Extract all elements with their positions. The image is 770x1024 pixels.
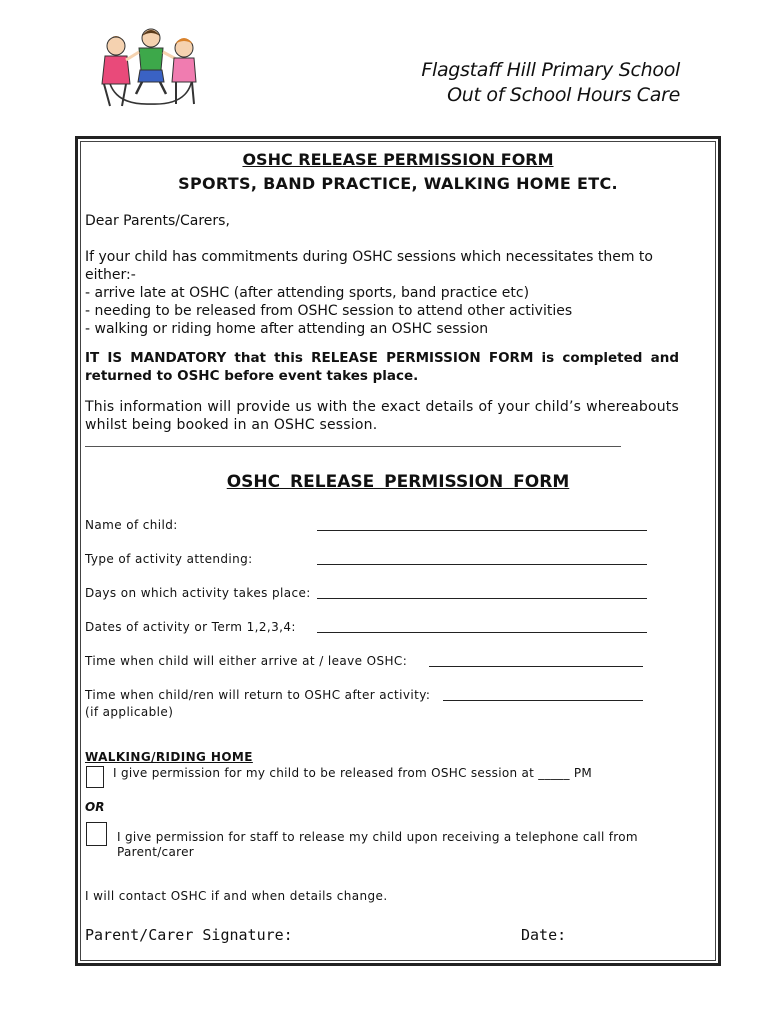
form-inner-border (80, 141, 716, 961)
release-time-option-text: I give permission for my child to be released from OSHC session at _____ PM (113, 766, 593, 780)
release-time-checkbox[interactable] (86, 766, 104, 788)
phone-release-option-line2: Parent/carer (117, 845, 194, 859)
section-title: OSHC RELEASE PERMISSION FORM (226, 472, 570, 492)
children-skipping-logo-icon (96, 24, 206, 110)
return-time-note: (if applicable) (85, 705, 174, 719)
form-subtitle: SPORTS, BAND PRACTICE, WALKING HOME ETC. (178, 174, 618, 193)
contact-note: I will contact OSHC if and when details change. (85, 889, 388, 903)
form-frame (75, 136, 721, 966)
activity-days-label: Days on which activity takes place: (85, 586, 311, 600)
mandatory-notice: IT IS MANDATORY that this RELEASE PERMISSION FORM is completed and returned to OSHC before event takes place. (85, 350, 679, 384)
intro-line: - needing to be released from OSHC session to attend other activities (85, 303, 573, 319)
phone-release-option-line1: I give permission for staff to release my child upon receiving a telephone call from (117, 830, 638, 844)
activity-type-input[interactable] (317, 564, 647, 565)
date-label: Date: (521, 926, 567, 944)
form-title: OSHC RELEASE PERMISSION FORM (242, 150, 554, 169)
activity-dates-label: Dates of activity or Term 1,2,3,4: (85, 620, 296, 634)
activity-days-input[interactable] (317, 598, 647, 599)
divider (85, 446, 621, 447)
intro-line: - walking or riding home after attending an OSHC session (85, 321, 489, 337)
return-time-label: Time when child/ren will return to OSHC after activity: (85, 688, 431, 702)
school-name-line1: Flagstaff Hill Primary School (421, 59, 680, 81)
arrive-leave-time-label: Time when child will either arrive at / leave OSHC: (85, 654, 408, 668)
activity-type-label: Type of activity attending: (85, 552, 253, 566)
or-label: OR (85, 800, 105, 814)
arrive-leave-time-input[interactable] (429, 666, 643, 667)
name-of-child-input[interactable] (317, 530, 647, 531)
school-name-line2: Out of School Hours Care (447, 84, 680, 106)
name-of-child-label: Name of child: (85, 518, 178, 532)
intro-paragraph (85, 248, 679, 338)
walking-riding-heading: WALKING/RIDING HOME (85, 750, 253, 764)
info-paragraph: This information will provide us with the exact details of your child’s whereabouts whilst being booked in an OSHC session. (85, 399, 679, 433)
phone-release-checkbox[interactable] (86, 822, 107, 846)
intro-line: either:- (85, 267, 136, 283)
intro-line: - arrive late at OSHC (after attending sports, band practice etc) (85, 285, 530, 301)
intro-line: If your child has commitments during OSHC sessions which necessitates them to (85, 249, 653, 265)
signature-label: Parent/Carer Signature: (85, 926, 293, 944)
return-time-input[interactable] (443, 700, 643, 701)
activity-dates-input[interactable] (317, 632, 647, 633)
school-name (421, 58, 680, 108)
greeting: Dear Parents/Carers, (85, 213, 230, 229)
